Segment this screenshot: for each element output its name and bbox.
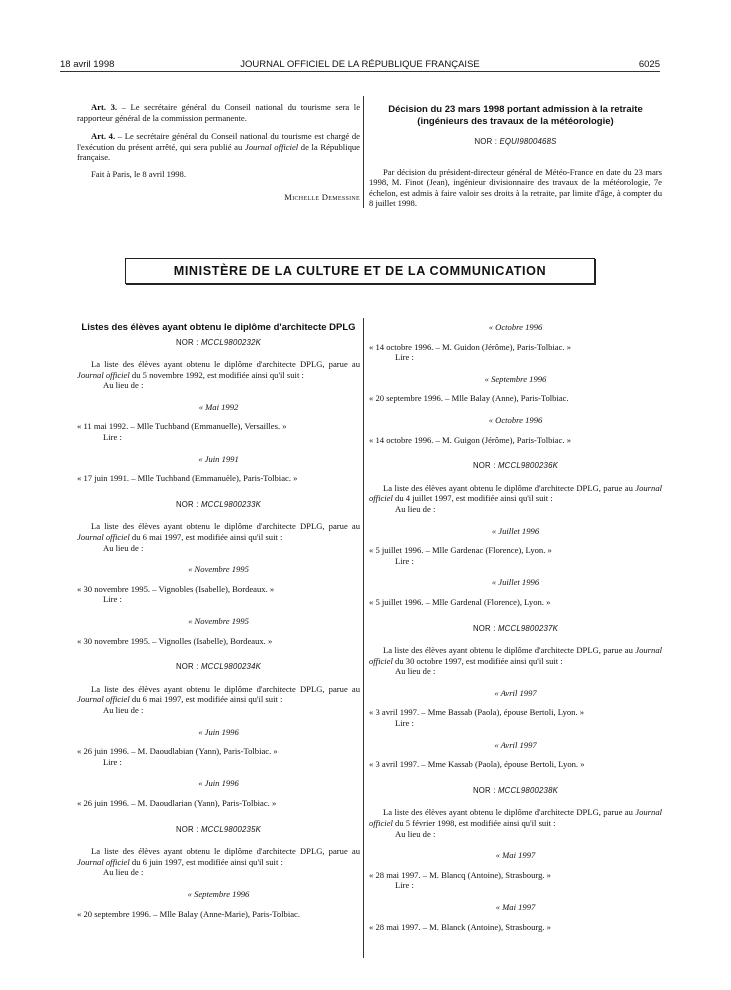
month-heading: « Octobre 1996 [488,414,543,425]
article-3: Art. 3. – Le secrétaire général du Conseil national du tourisme sera le rapporteur général de la commission permanente. [77,102,361,123]
month-heading: « Novembre 1995 [188,616,249,626]
month-heading: « Mai 1997 [495,902,536,912]
month-heading: « Juin 1991 [198,453,239,464]
au-lieu-de-label: Au lieu de : [103,867,144,878]
list-entry: « 17 juin 1991. – Mlle Tuchband (Emmanuèle), Paris-Tolbiac. » [77,473,298,484]
decision-title: Décision du 23 mars 1998 portant admission à la retraite (ingénieurs des travaux de la météorologie) [388,104,643,127]
decision-body: Par décision du président-directeur général de Météo-France en date du 23 mars 1998, M. Finot (Jean), ingénieur divisionnaire des travaux de la météorologie, 7e échelon, est admis à faire valoir ses droits à la retraite, par limite d'âge, à compter du 8 juillet 1998. [369,166,662,209]
list-intro: La liste des élèves ayant obtenu le diplôme d'architecte DPLG, parue au Journal officiel du 5 novembre 1992, est modifiée ainsi qu'il suit : [77,359,360,380]
month-heading: « Avril 1997 [494,687,537,698]
lists-right-column [369,322,662,932]
list-entry: « 5 juillet 1996. – Mlle Gardenal (Florence), Lyon. » [369,596,551,607]
ministry-heading: MINISTÈRE DE LA CULTURE ET DE LA COMMUNICATION [125,258,595,284]
list-entry: « 5 juillet 1996. – Mlle Gardenac (Florence), Lyon. » [369,545,552,556]
nor-reference: NOR : MCCL9800236K [472,461,559,471]
signature: Michelle Demessine [284,191,360,202]
lire-label: Lire : [103,756,122,767]
list-intro: La liste des élèves ayant obtenu le diplôme d'architecte DPLG, parue au Journal officiel du 6 mai 1997, est modifiée ainsi qu'il suit : [77,683,360,705]
au-lieu-de-label: Au lieu de : [395,503,436,514]
month-heading: « Septembre 1996 [187,888,250,899]
list-entry: « 26 juin 1996. – M. Daoudlarian (Yann), Paris-Tolbiac. » [77,797,277,808]
list-entry: « 30 novembre 1995. – Vignolles (Isabelle), Bordeaux. » [77,635,273,646]
month-heading: « Octobre 1996 [488,322,543,332]
month-heading: « Septembre 1996 [484,373,547,384]
list-entry: « 14 octobre 1996. – M. Guigon (Jérôme), Paris-Tolbiac. » [369,434,572,445]
nor-reference: NOR : MCCL9800233K [175,499,262,509]
month-heading: « Novembre 1995 [188,564,249,575]
top-left-column [77,102,360,202]
list-entry: « 20 septembre 1996. – Mlle Balay (Anne), Paris-Tolbiac. [369,393,569,404]
list-intro: La liste des élèves ayant obtenu le diplôme d'architecte DPLG, parue au Journal officiel du 6 mai 1997, est modifiée ainsi qu'il suit : [77,521,360,543]
lire-label: Lire : [395,718,414,729]
au-lieu-de-label: Au lieu de : [103,380,144,391]
nor-reference: NOR : MCCL9800237K [472,623,559,633]
list-entry: « 26 juin 1996. – M. Daoudlabian (Yann), Paris-Tolbiac. » [77,746,278,757]
au-lieu-de-label: Au lieu de : [103,704,144,715]
lire-label: Lire : [103,432,122,443]
list-entry: « 3 avril 1997. – Mme Kassab (Paola), épouse Bertoli, Lyon. » [369,759,585,770]
list-intro: La liste des élèves ayant obtenu le diplôme d'architecte DPLG, parue au Journal officiel du 6 juin 1997, est modifiée ainsi qu'il suit : [77,846,360,867]
column-divider-main [363,318,364,958]
au-lieu-de-label: Au lieu de : [103,542,144,553]
nor-reference: NOR : MCCL9800238K [472,785,559,795]
list-entry: « 11 mai 1992. – Mlle Tuchband (Emmanuelle), Versailles. » [77,421,287,432]
header-page-number: 6025 [638,59,660,70]
nor-reference: NOR : MCCL9800235K [175,824,262,834]
month-heading: « Juin 1996 [198,778,239,789]
list-entry: « 30 novembre 1995. – Vignobles (Isabelle), Bordeaux. » [77,583,275,594]
header-rule [60,71,660,72]
running-header [60,56,660,72]
month-heading: « Juillet 1996 [491,525,540,536]
lire-label: Lire : [395,555,414,566]
column-divider-top [363,96,364,208]
list-intro: La liste des élèves ayant obtenu le diplôme d'architecte DPLG, parue au Journal officiel du 4 juillet 1997, est modifiée ainsi qu'il suit : [369,482,662,504]
list-intro: La liste des élèves ayant obtenu le diplôme d'architecte DPLG, parue au Journal officiel du 30 octobre 1997, est modifiée ainsi qu'il suit : [369,645,662,666]
au-lieu-de-label: Au lieu de : [395,828,436,839]
article-4: Art. 4. – Le secrétaire général du Conseil national du tourisme est chargé de l'exécution du présent arrêté, qui sera publié au Journal officiel de la République française. [77,131,360,163]
list-intro: La liste des élèves ayant obtenu le diplôme d'architecte DPLG, parue au Journal officiel du 5 février 1998, est modifiée ainsi qu'il suit : [369,807,662,829]
decision-nor: NOR : EQUI9800468S [474,137,557,146]
lire-label: Lire : [395,880,414,891]
nor-reference: NOR : MCCL9800234K [175,662,262,672]
month-heading: « Juin 1996 [198,726,239,737]
lire-label: Lire : [395,352,414,363]
header-journal-title: JOURNAL OFFICIEL DE LA RÉPUBLIQUE FRANÇAISE [240,59,480,70]
nor-reference: NOR : MCCL9800232K [175,337,262,347]
month-heading: « Mai 1997 [495,850,536,861]
list-entry: « 3 avril 1997. – Mme Bassab (Paola), épouse Bertoli, Lyon. » [369,707,585,718]
list-entry: « 14 octobre 1996. – M. Guidon (Jérôme), Paris-Tolbiac. » [369,341,572,352]
list-entry: « 28 mai 1997. – M. Blancq (Antoine), Strasbourg. » [369,869,551,880]
header-date: 18 avril 1998 [60,59,115,70]
fait-a-paris: Fait à Paris, le 8 avril 1998. [91,168,186,179]
month-heading: « Avril 1997 [494,739,537,750]
list-entry: « 20 septembre 1996. – Mlle Balay (Anne-Marie), Paris-Tolbiac. [77,908,301,919]
list-entry: « 28 mai 1997. – M. Blanck (Antoine), Strasbourg. » [369,921,551,932]
month-heading: « Mai 1992 [198,401,239,412]
lists-left-column [77,322,360,919]
month-heading: « Juillet 1996 [491,577,540,588]
lire-label: Lire : [103,594,122,605]
au-lieu-de-label: Au lieu de : [395,666,436,677]
list-title: Listes des élèves ayant obtenu le diplôme d'architecte DPLG [81,322,356,333]
top-right-column [369,102,662,209]
